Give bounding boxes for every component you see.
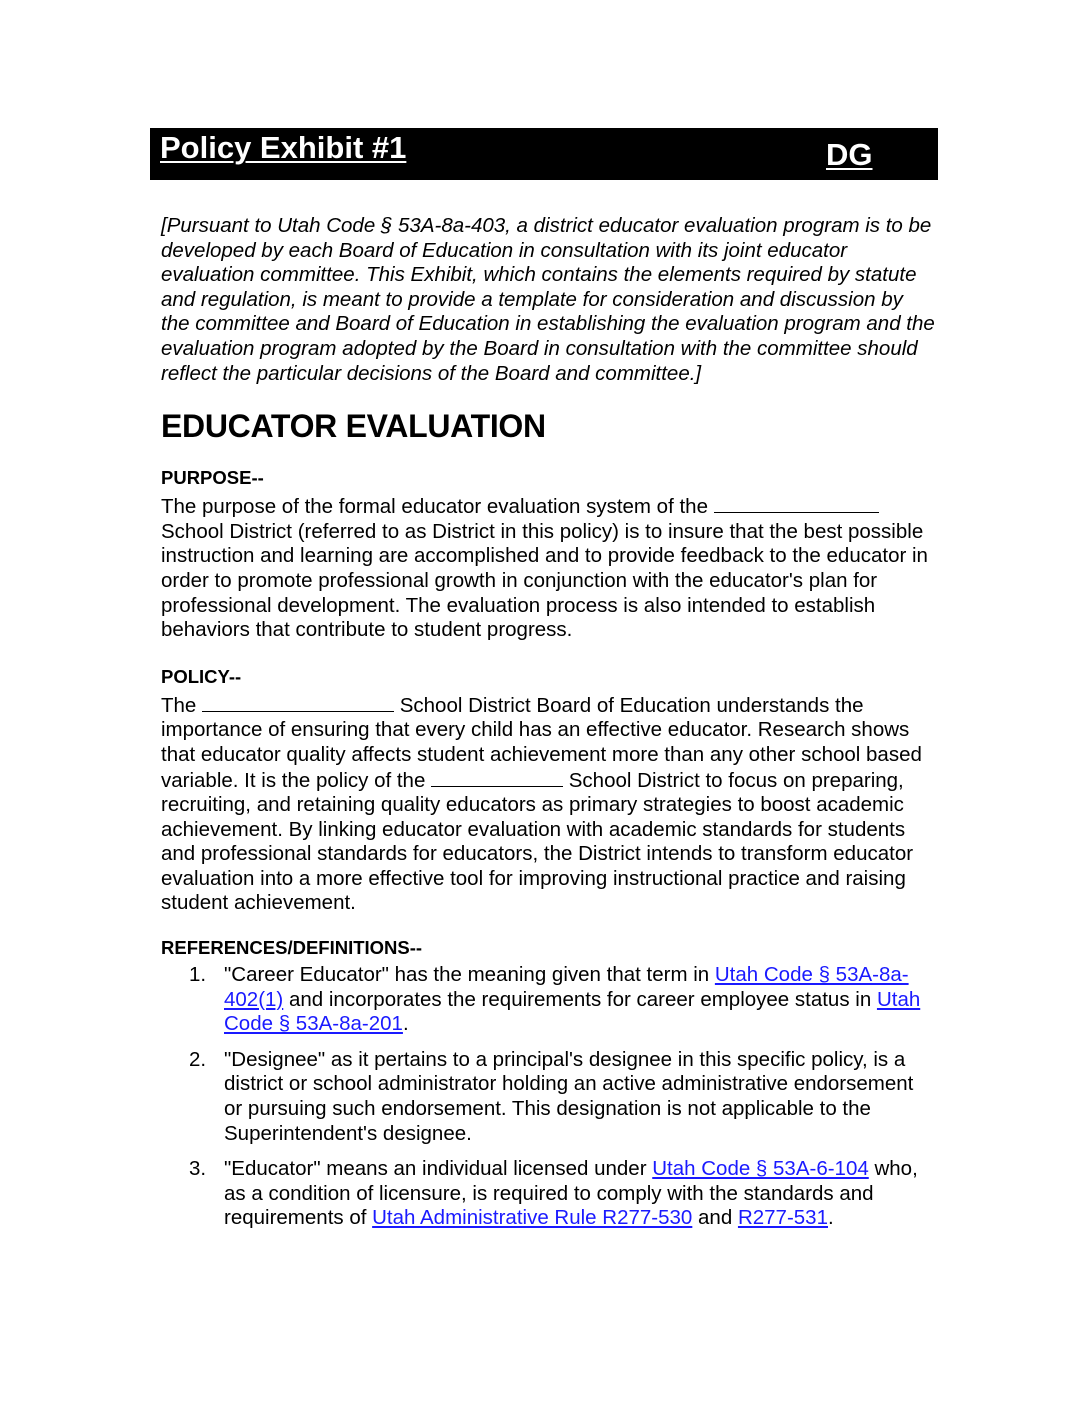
policy-heading: POLICY-- — [161, 665, 242, 687]
district-name-blank — [431, 768, 563, 787]
list-number: 3. — [189, 1157, 207, 1181]
ref-text: and incorporates the requirements for career employee status in — [283, 987, 877, 1011]
ref-text: . — [827, 1206, 834, 1230]
references-heading: REFERENCES/DEFINITIONS-- — [161, 937, 423, 959]
rule-r277-530-link[interactable]: Utah Administrative Rule R277-530 — [372, 1206, 693, 1230]
policy-text-3: School District to focus on preparing, recruiting, and retaining quality educators as primary strategies to boost academic achievement. By linking educator evaluation with academic standards for students and professional standards for educators, the District intends to transform educator evaluation into a more effective tool for improving instructional practice and raising student achievement. — [161, 768, 914, 915]
references-list — [161, 963, 936, 1231]
purpose-text-end: School District (referred to as District in this policy) is to insure that the best possible instruction and learning are accomplished and to provide feedback to the educator in order to promote professional growth in conjunction with the educator's plan for professional development. The evaluation process is also intended to establish behaviors that contribute to student progress. — [161, 519, 928, 642]
utah-code-53a-8a-402-link[interactable]: Utah Code § 53A-8a-402(1) — [224, 963, 909, 1011]
intro-note: [Pursuant to Utah Code § 53A-8a-403, a district educator evaluation program is to be developed by each Board of Education in consultation with its joint educator evaluation committee. This Exhibit, which contains the elements required by statute and regulation, is meant to provide a template for consideration and discussion by the committee and Board of Education in establishing the evaluation program and the evaluation program adopted by the Board in consultation with the committee should reflect the particular decisions of the Board and committee.] — [161, 214, 935, 385]
policy-header-bar — [150, 128, 938, 180]
purpose-paragraph — [161, 494, 936, 643]
ref-text: . — [402, 1012, 409, 1036]
policy-code: DG — [826, 137, 873, 172]
ref-text: "Career Educator" has the meaning given that term in — [224, 963, 715, 987]
policy-text-2: School District Board of Education understands the importance of ensuring that every child has an effective educator. Research shows that educator quality affects student achievement more than any other school based variable. It is the policy of the — [161, 693, 922, 792]
purpose-heading: PURPOSE-- — [161, 467, 264, 489]
rule-r277-531-link[interactable]: R277-531 — [737, 1206, 828, 1230]
policy-title: Policy Exhibit #1 — [160, 130, 407, 165]
list-item — [161, 963, 936, 1037]
document-body — [161, 214, 936, 1242]
district-name-blank — [202, 693, 394, 712]
utah-code-53a-8a-201-link[interactable]: Utah Code § 53A-8a-201 — [224, 987, 921, 1036]
utah-code-53a-6-104-link[interactable]: Utah Code § 53A-6-104 — [652, 1157, 869, 1181]
purpose-text-start: The purpose of the formal educator evaluation system of the — [161, 495, 714, 519]
list-number: 2. — [189, 1047, 207, 1071]
ref-text: and — [692, 1206, 738, 1230]
ref-text: who, as a condition of licensure, is required to comply with the standards and requirements of — [224, 1157, 918, 1230]
ref-text: "Designee" as it pertains to a principal's designee in this specific policy, is a district or school administrator holding an active administrative endorsement or pursuing such endorsement. This designation is not applicable to the Superintendent's designee. — [224, 1047, 914, 1145]
list-number: 1. — [189, 963, 207, 987]
list-item — [161, 1048, 936, 1146]
main-title: EDUCATOR EVALUATION — [161, 408, 546, 445]
policy-paragraph — [161, 693, 936, 916]
ref-text: "Educator" means an individual licensed under — [224, 1157, 653, 1181]
district-name-blank — [714, 494, 879, 513]
list-item — [161, 1157, 936, 1231]
policy-text-1: The — [161, 693, 203, 717]
